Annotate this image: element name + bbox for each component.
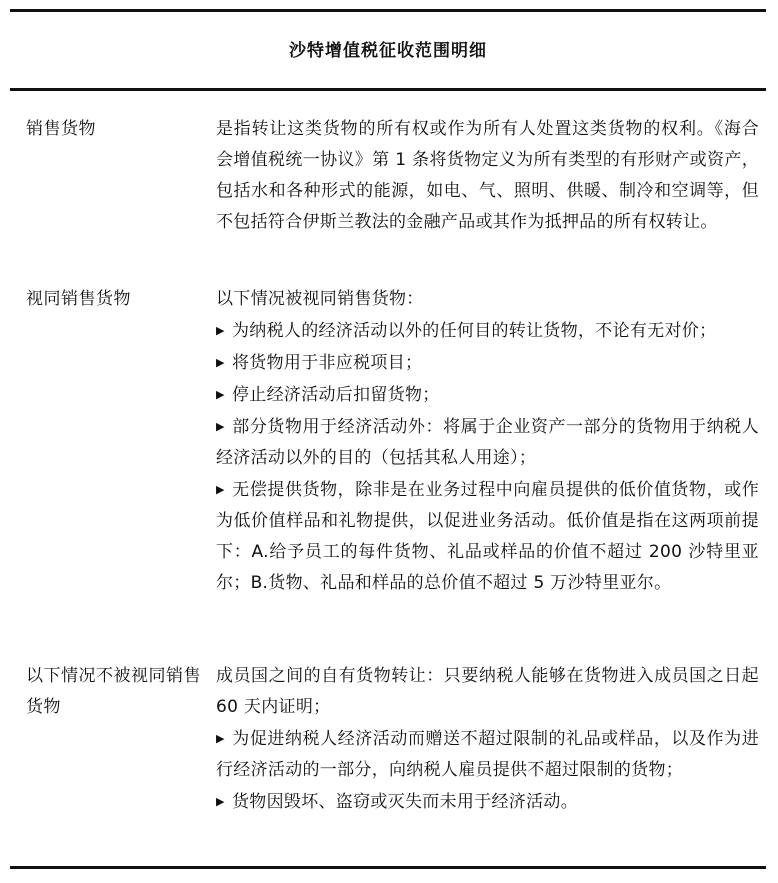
right-triangle-bullet-icon: ▶ bbox=[216, 324, 225, 337]
right-triangle-bullet-icon: ▶ bbox=[216, 388, 225, 401]
paragraph-text: 为促进纳税人经济活动而赠送不超过限制的礼品或样品，以及作为进行经济活动的一部分，向纳税人雇员提供不超过限制的货物； bbox=[216, 729, 759, 780]
paragraph-text: 以下情况被视同销售货物： bbox=[216, 289, 424, 309]
row-term: 销售货物 bbox=[26, 119, 96, 139]
paragraph-text: 为纳税人的经济活动以外的任何目的转让货物，不论有无对价； bbox=[232, 321, 717, 341]
paragraph-text: 将货物用于非应税项目； bbox=[232, 353, 423, 373]
paragraph-text: 货物因毁坏、盗窃或灭失而未用于经济活动。 bbox=[232, 792, 578, 812]
row-term: 以下情况不被视同销售货物 bbox=[26, 666, 201, 717]
row-description bbox=[216, 661, 759, 818]
right-triangle-bullet-icon: ▶ bbox=[216, 420, 225, 433]
bullet-item bbox=[216, 786, 759, 818]
header-rule bbox=[10, 88, 766, 91]
paragraph-text: 部分货物用于经济活动外：将属于企业资产一部分的货物用于纳税人经济活动以外的目的（包括其私人用途）； bbox=[216, 417, 759, 468]
description-paragraph bbox=[216, 114, 759, 238]
bullet-item bbox=[216, 411, 759, 474]
row-term: 视同销售货物 bbox=[26, 289, 131, 309]
description-paragraph bbox=[216, 661, 759, 723]
paragraph-text: 成员国之间的自有货物转让：只要纳税人能够在货物进入成员国之日起 60 天内证明； bbox=[216, 666, 759, 717]
right-triangle-bullet-icon: ▶ bbox=[216, 356, 225, 369]
bullet-item bbox=[216, 474, 759, 599]
paragraph-text: 无偿提供货物，除非是在业务过程中向雇员提供的低价值货物，或作为低价值样品和礼物提供，以促进业务活动。低价值是指在这两项前提下：A.给予员工的每件货物、礼品或样品的价值不超过 200 沙特里亚尔；B.货物、礼品和样品的总价值不超过 5 万沙特里亚尔。 bbox=[216, 480, 759, 593]
description-paragraph bbox=[216, 284, 759, 315]
table-title: 沙特增值税征收范围明细 bbox=[289, 41, 487, 61]
row-description bbox=[216, 284, 759, 599]
right-triangle-bullet-icon: ▶ bbox=[216, 483, 225, 496]
paragraph-text: 停止经济活动后扣留货物； bbox=[232, 385, 440, 405]
paragraph-text: 是指转让这类货物的所有权或作为所有人处置这类货物的权利。《海合会增值税统一协议》第 1 条将货物定义为所有类型的有形财产或资产，包括水和各种形式的能源，如电、气、照明、供暖、制冷和空调等，但不包括符合伊斯兰教法的金融产品或其作为抵押品的所有权转让。 bbox=[216, 119, 759, 232]
row-description bbox=[216, 114, 759, 238]
bullet-item bbox=[216, 379, 759, 411]
right-triangle-bullet-icon: ▶ bbox=[216, 795, 225, 808]
right-triangle-bullet-icon: ▶ bbox=[216, 732, 225, 745]
bullet-item bbox=[216, 315, 759, 347]
bottom-rule bbox=[10, 866, 766, 869]
top-rule bbox=[10, 9, 766, 12]
bullet-item bbox=[216, 347, 759, 379]
bullet-item bbox=[216, 723, 759, 786]
